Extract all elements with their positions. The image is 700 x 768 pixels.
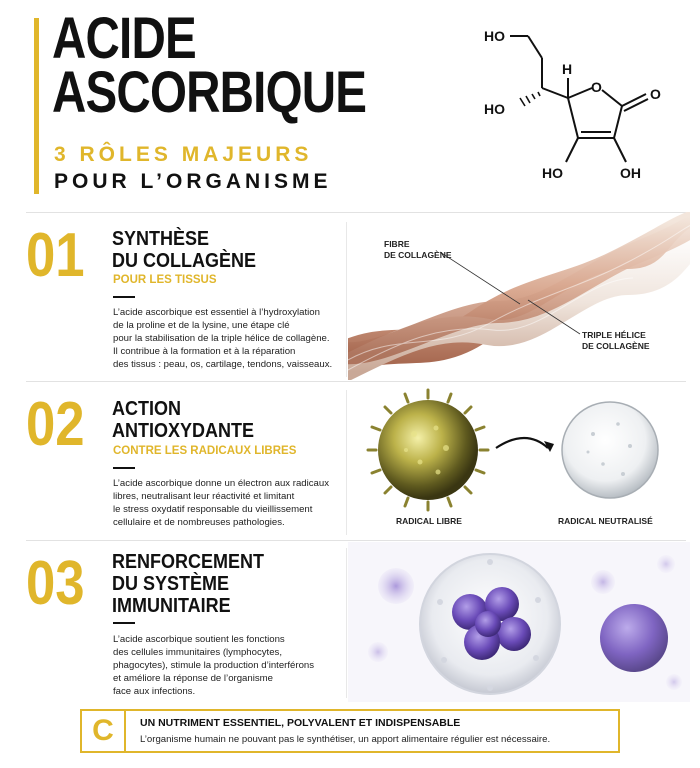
section-2-title (112, 398, 254, 442)
section-1-subtitle: POUR LES TISSUS (113, 274, 217, 286)
accent-bar (34, 18, 39, 194)
text-line: et améliore la réponse de l’organisme (113, 673, 273, 684)
section-3-text (113, 633, 338, 698)
section-2-title-line-2: ANTIOXYDANTE (112, 420, 255, 442)
subtitle-line-2: POUR L’ORGANISME (54, 170, 332, 193)
section-1-title-line-1: SYNTHÈSE (112, 228, 210, 250)
h-label: H (562, 61, 573, 77)
section-3-title (112, 551, 264, 617)
background-immune-cell (600, 604, 668, 672)
text-line: de la proline et de la lysine, une étape clé (113, 320, 290, 331)
label-line: DE COLLAGÈNE (384, 250, 452, 260)
label-line: TRIPLE HÉLICE (582, 330, 646, 340)
section-1-title-line-2: DU COLLAGÈNE (112, 250, 256, 272)
vitamin-c-badge: C (82, 711, 126, 751)
section-2-subtitle: CONTRE LES RADICAUX LIBRES (113, 445, 297, 457)
label-line: FIBRE (384, 239, 410, 249)
neutralized-radical-label: RADICAL NEUTRALISÉ (558, 516, 653, 526)
text-line: L’acide ascorbique soutient les fonctions (113, 634, 285, 645)
section-3-title-line-1: RENFORCEMENT (112, 551, 265, 573)
section-3-number: 03 (26, 549, 85, 618)
section-2-rule (113, 467, 135, 469)
header (0, 0, 700, 205)
section-3-title-line-2: DU SYSTÈME (112, 573, 230, 595)
oh-bottom-label: OH (620, 165, 641, 181)
section-2-title-line-1: ACTION (112, 398, 182, 420)
section-divider (26, 540, 686, 541)
footer-heading: UN NUTRIMENT ESSENTIEL, POLYVALENT ET INDISPENSABLE (140, 717, 461, 729)
title-line-1: ACIDE (52, 6, 196, 71)
section-1-text (113, 306, 338, 371)
text-line: libres, neutralisant leur réactivité et limitant (113, 491, 295, 502)
text-line: le stress oxydatif responsable du vieillissement (113, 504, 313, 515)
text-line: L’acide ascorbique est essentiel à l’hydroxylation (113, 307, 320, 318)
immune-image (348, 542, 690, 702)
text-line: des cellules immunitaires (lymphocytes, (113, 647, 283, 658)
ho-bottom-label: HO (542, 165, 563, 181)
footer-text: L’organisme humain ne pouvant pas le synthétiser, un apport alimentaire régulier est nécessaire. (140, 734, 551, 745)
free-radical-sphere (378, 400, 478, 500)
page-title (52, 6, 367, 125)
title-line-2: ASCORBIQUE (52, 60, 367, 125)
triple-helix-label (582, 330, 650, 352)
section-1-number: 01 (26, 221, 85, 290)
text-line: Il contribue à la formation et à la réparation (113, 346, 296, 357)
label-line: DE COLLAGÈNE (582, 341, 650, 351)
section-1-rule (113, 296, 135, 298)
section-3-rule (113, 622, 135, 624)
section-2-text (113, 477, 338, 529)
ho-left-label: HO (484, 101, 505, 117)
immune-cell-illustration (348, 542, 690, 702)
collagen-image (348, 212, 690, 380)
ho-top-label: HO (484, 28, 505, 44)
free-radical-neutralization-illustration (348, 384, 690, 534)
text-line: L’acide ascorbique donne un électron aux radicaux (113, 478, 330, 489)
footer-callout (80, 709, 620, 753)
column-divider (346, 548, 347, 698)
text-line: des tissus : peau, os, cartilage, tendons, vaisseaux. (113, 359, 333, 370)
column-divider (346, 390, 347, 535)
collagen-fiber-label (384, 239, 452, 261)
text-line: face aux infections. (113, 686, 196, 697)
text-line: phagocytes), stimule la production d’interférons (113, 660, 315, 671)
subtitle-line-1: 3 RÔLES MAJEURS (54, 143, 313, 166)
antioxidant-image (348, 384, 690, 534)
section-2-number: 02 (26, 390, 85, 459)
carbonyl-oxygen-label: O (650, 86, 661, 102)
arrow-right-icon (496, 438, 548, 448)
free-radical-label: RADICAL LIBRE (396, 516, 462, 526)
collagen-helix-illustration (348, 212, 690, 380)
section-divider (26, 381, 686, 382)
section-1-title (112, 228, 256, 272)
text-line: pour la stabilisation de la triple hélice de collagène. (113, 333, 330, 344)
section-3-title-line-3: IMMUNITAIRE (112, 595, 231, 617)
ascorbic-acid-structure-diagram (470, 14, 690, 192)
neutralized-radical-sphere (562, 402, 658, 498)
ring-oxygen-label: O (591, 79, 602, 95)
text-line: cellulaire et de nombreuses pathologies. (113, 517, 285, 528)
column-divider (346, 222, 347, 377)
